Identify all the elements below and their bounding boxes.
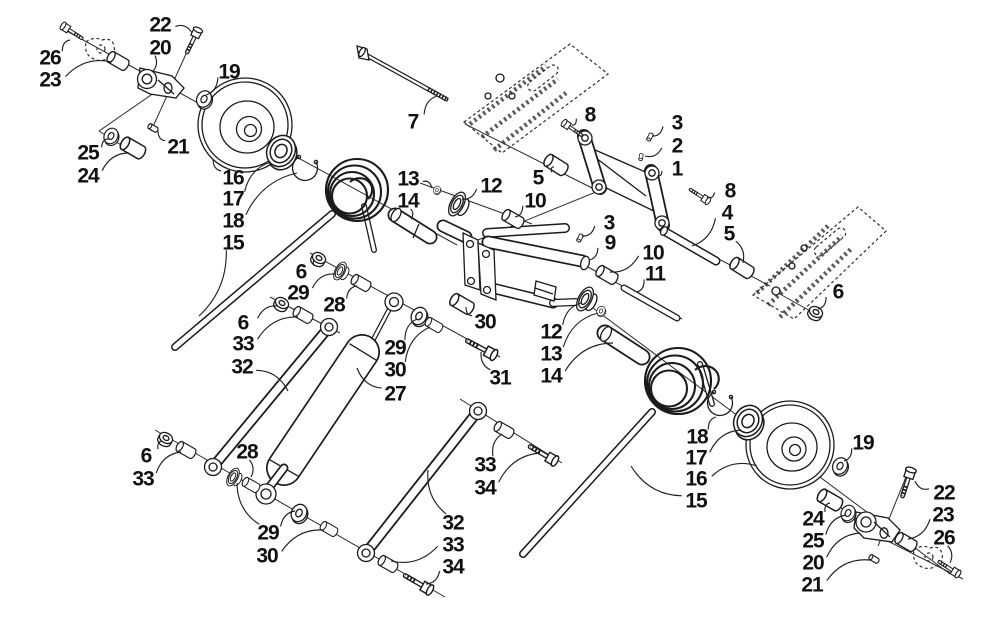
callout-leader-line — [708, 417, 716, 430]
callout-label-1: 1 — [671, 157, 683, 181]
bolt-22-right — [897, 466, 917, 498]
callout-label-16: 16 — [222, 166, 244, 190]
bolt-26-right — [937, 558, 962, 579]
callout-leader-line — [707, 193, 715, 198]
callout-leader-line — [712, 463, 757, 476]
bushing-28-lower — [241, 476, 261, 493]
callout-label-17: 17 — [685, 446, 707, 470]
bushing-24-left — [118, 136, 147, 161]
callout-label-15: 15 — [222, 231, 244, 255]
flange-nut-6-lower — [156, 430, 175, 449]
callout-leader-line — [246, 173, 297, 215]
callout-leader-line — [405, 327, 430, 362]
callout-leader-line — [645, 148, 662, 157]
callout-leader-line — [312, 274, 335, 288]
bolt-22-left — [183, 26, 204, 55]
callout-leader-line — [827, 533, 860, 557]
callout-label-6: 6 — [832, 280, 844, 304]
callout-label-24: 24 — [802, 507, 824, 531]
pivot-shaft-14-right — [598, 325, 642, 357]
bolt-26-left — [59, 21, 84, 42]
callout-label-23: 23 — [39, 68, 61, 92]
callout-label-30: 30 — [474, 310, 496, 334]
callout-label-26: 26 — [933, 526, 955, 550]
spacer-33-bottom — [377, 554, 400, 573]
callout-leader-line — [499, 453, 540, 482]
callout-label-33: 33 — [474, 453, 496, 477]
callout-label-12: 12 — [480, 174, 502, 198]
callout-label-13: 13 — [540, 342, 562, 366]
grease-fitting-3-top — [646, 132, 654, 141]
callout-leader-line — [572, 119, 576, 125]
callout-leader-line — [158, 131, 165, 141]
spacer-30-link — [319, 520, 339, 537]
callout-label-4: 4 — [721, 201, 733, 225]
hardware-parts — [59, 21, 962, 596]
washer-29-link — [287, 501, 311, 526]
callout-label-33: 33 — [442, 533, 464, 557]
callout-label-20: 20 — [802, 551, 824, 575]
snap-ring-left — [293, 155, 318, 180]
callout-label-6: 6 — [237, 311, 249, 335]
callout-label-32: 32 — [231, 355, 253, 379]
callout-label-12: 12 — [540, 320, 562, 344]
callout-leader-line — [65, 61, 112, 77]
pin-21-right — [868, 554, 880, 564]
washer-13-lower — [595, 305, 608, 319]
bushing-33-lower — [175, 440, 198, 459]
callout-leader-line — [391, 546, 438, 562]
callout-label-7: 7 — [407, 110, 419, 134]
callout-leader-line — [637, 280, 644, 293]
callout-label-32: 32 — [442, 511, 464, 535]
bolt-8-right — [688, 186, 712, 205]
shaft-mount-crank-left — [138, 68, 185, 98]
callout-label-18: 18 — [222, 209, 244, 233]
bearing-29-lower — [224, 466, 245, 490]
callout-label-29: 29 — [287, 281, 309, 305]
callout-label-13: 13 — [397, 167, 419, 191]
callout-label-28: 28 — [236, 440, 258, 464]
bushing-5-right — [728, 256, 756, 280]
callout-leader-line — [156, 452, 181, 473]
callout-label-19: 19 — [852, 431, 874, 455]
callout-label-21: 21 — [167, 135, 189, 159]
callout-label-15: 15 — [685, 489, 707, 513]
bushing-28-upper — [350, 273, 373, 292]
callout-label-6: 6 — [140, 444, 152, 468]
bushing-5-left — [542, 153, 570, 177]
callout-label-27: 27 — [384, 382, 406, 406]
callout-label-6: 6 — [295, 260, 307, 284]
callout-leader-line — [582, 226, 595, 236]
spacer-tube-4 — [659, 226, 716, 261]
callout-label-8: 8 — [724, 179, 736, 203]
bushing-23-right — [893, 531, 918, 553]
callout-label-16: 16 — [685, 467, 707, 491]
rear-arm-weldment — [443, 226, 591, 303]
ghost-slide-rail-right — [753, 207, 886, 319]
washer-13-upper — [432, 185, 443, 196]
callout-label-29: 29 — [384, 336, 406, 360]
callout-leader-line — [282, 530, 324, 552]
callout-label-17: 17 — [222, 187, 244, 211]
callout-label-29: 29 — [257, 521, 279, 545]
callout-label-22: 22 — [933, 481, 955, 505]
grease-fitting-3-mid — [576, 233, 584, 242]
pin-2 — [639, 153, 644, 160]
callout-label-18: 18 — [686, 425, 708, 449]
callout-leader-line — [692, 218, 716, 246]
callout-label-3: 3 — [671, 111, 683, 135]
callout-leader-line — [102, 153, 129, 171]
callout-leader-line — [827, 560, 870, 581]
bearing-29-upper — [331, 260, 352, 284]
callout-label-34: 34 — [442, 555, 464, 579]
bushing-33-mid — [292, 305, 315, 324]
callout-label-28: 28 — [323, 293, 345, 317]
callout-label-3: 3 — [603, 211, 615, 235]
callout-leader-line — [563, 313, 598, 347]
callout-label-14: 14 — [397, 189, 419, 213]
callout-label-21: 21 — [801, 573, 823, 597]
flange-nut-6-upper — [309, 250, 328, 269]
spacer-30-shock — [424, 316, 444, 333]
callout-leader-line — [426, 571, 440, 584]
spacer-33-right — [493, 420, 516, 439]
suspension-link-right — [358, 403, 487, 562]
callout-label-33: 33 — [232, 332, 254, 356]
callout-label-5: 5 — [532, 166, 544, 190]
callout-leader-line — [908, 519, 930, 539]
callout-label-8: 8 — [584, 103, 596, 127]
callout-leader-line — [62, 40, 70, 51]
bushing-10-mid — [594, 264, 619, 286]
spacer-30-arm — [448, 292, 476, 316]
callout-leader-line — [175, 25, 192, 33]
washer-25-left — [101, 126, 123, 149]
callout-label-10: 10 — [524, 189, 546, 213]
callout-label-19: 19 — [218, 60, 240, 84]
callout-label-25: 25 — [802, 529, 824, 553]
mounting-bracket-assembly — [578, 131, 669, 230]
callout-leader-line — [589, 248, 598, 260]
callout-leader-line — [915, 481, 929, 489]
callout-leader-line — [631, 466, 682, 496]
callout-label-30: 30 — [256, 544, 278, 568]
callout-label-9: 9 — [604, 231, 616, 255]
callout-label-33: 33 — [132, 467, 154, 491]
callout-label-24: 24 — [77, 164, 99, 188]
callout-label-2: 2 — [671, 134, 683, 158]
callout-leader-line — [424, 96, 437, 115]
long-suspension-bolt — [357, 46, 448, 100]
callout-leader-line — [818, 297, 826, 309]
callout-leader-line — [565, 343, 613, 371]
callout-label-34: 34 — [474, 476, 496, 500]
callout-leader-line — [610, 256, 639, 272]
callout-label-30: 30 — [384, 358, 406, 382]
callout-label-31: 31 — [489, 366, 511, 390]
callout-label-20: 20 — [149, 36, 171, 60]
shaft-mount-crank-right — [854, 512, 900, 542]
callout-label-26: 26 — [39, 46, 61, 70]
callout-leader-line — [347, 286, 357, 299]
callout-label-11: 11 — [644, 262, 666, 286]
pin-21-left — [147, 123, 159, 133]
bolt-8-left — [560, 118, 583, 138]
spacer-tube-11 — [624, 288, 677, 318]
callout-label-10: 10 — [642, 241, 664, 265]
callout-label-22: 22 — [149, 13, 171, 37]
callout-label-14: 14 — [540, 364, 562, 388]
callout-label-23: 23 — [932, 503, 954, 527]
bolt-31 — [465, 336, 499, 362]
callout-label-5: 5 — [723, 222, 735, 246]
callout-leader-line — [258, 317, 299, 339]
callout-label-25: 25 — [77, 141, 99, 165]
